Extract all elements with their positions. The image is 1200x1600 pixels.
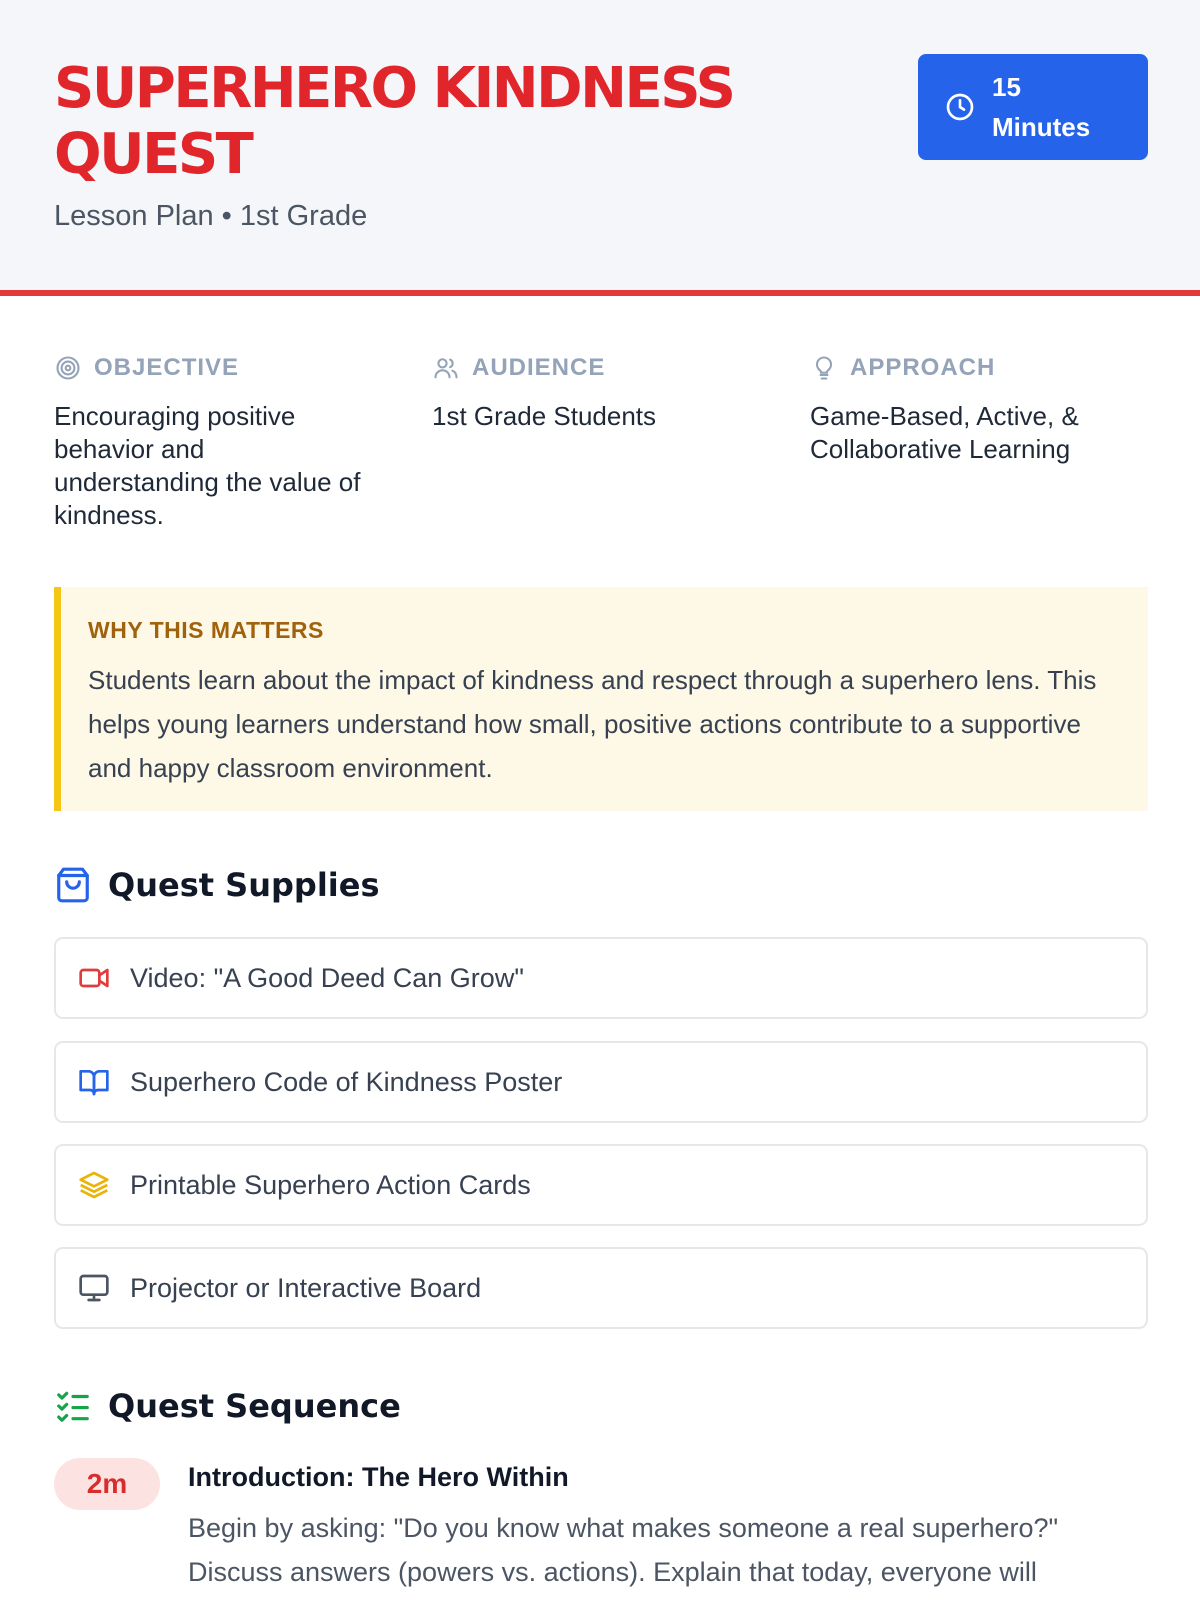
- step-description: Begin by asking: "Do you know what makes someone a real superhero?" Discuss answers (powers vs. actions). Explain that today, everyone will: [188, 1513, 1059, 1587]
- page-subtitle: Lesson Plan • 1st Grade: [54, 200, 368, 232]
- supply-item: [54, 1041, 1148, 1123]
- meta-objective: [54, 354, 374, 532]
- list-checks-icon: [54, 1387, 92, 1425]
- sequence-heading: [54, 1387, 401, 1425]
- duration-badge: [918, 54, 1148, 160]
- clock-icon: [944, 91, 976, 123]
- callout-body: Students learn about the impact of kindness and respect through a superhero lens. This helps young learners understand how small, positive actions contribute to a supportive and happy classroom environment.: [88, 665, 1097, 783]
- users-icon: [432, 354, 460, 382]
- monitor-icon: [78, 1272, 110, 1304]
- supply-item: [54, 1144, 1148, 1226]
- target-icon: [54, 354, 82, 382]
- meta-label-approach: APPROACH: [850, 354, 996, 381]
- supply-label: Superhero Code of Kindness Poster: [130, 1066, 563, 1097]
- meta-approach: [810, 354, 1130, 466]
- book-open-icon: [78, 1066, 110, 1098]
- duration-unit: Minutes: [992, 112, 1091, 142]
- lightbulb-icon: [810, 354, 838, 382]
- supplies-heading: [54, 866, 380, 904]
- meta-text-objective: Encouraging positive behavior and understanding the value of kindness.: [54, 401, 361, 530]
- page-title: SUPERHERO KINDNESS QUEST: [54, 56, 734, 187]
- supply-label: Projector or Interactive Board: [130, 1272, 482, 1303]
- meta-audience: [432, 354, 752, 433]
- shopping-bag-icon: [54, 866, 92, 904]
- supplies-heading-text: Quest Supplies: [108, 866, 380, 904]
- meta-text-approach: Game-Based, Active, & Collaborative Learning: [810, 401, 1079, 464]
- duration-value: 15: [992, 72, 1021, 102]
- page-header: [0, 0, 1200, 296]
- layers-icon: [78, 1169, 110, 1201]
- supply-label: Video: "A Good Deed Can Grow": [130, 962, 524, 993]
- duration-text: [992, 67, 1090, 147]
- step-title: Introduction: The Hero Within: [188, 1462, 569, 1492]
- why-this-matters-callout: [54, 587, 1148, 811]
- supply-label: Printable Superhero Action Cards: [130, 1169, 531, 1200]
- callout-title: WHY THIS MATTERS: [88, 617, 324, 643]
- supply-item: [54, 1247, 1148, 1329]
- meta-label-objective: OBJECTIVE: [94, 354, 240, 381]
- step-time-badge: 2m: [54, 1458, 160, 1510]
- sequence-heading-text: Quest Sequence: [108, 1387, 401, 1425]
- video-icon: [78, 962, 110, 994]
- supply-item: [54, 937, 1148, 1019]
- meta-label-audience: AUDIENCE: [472, 354, 606, 381]
- meta-text-audience: 1st Grade Students: [432, 401, 657, 431]
